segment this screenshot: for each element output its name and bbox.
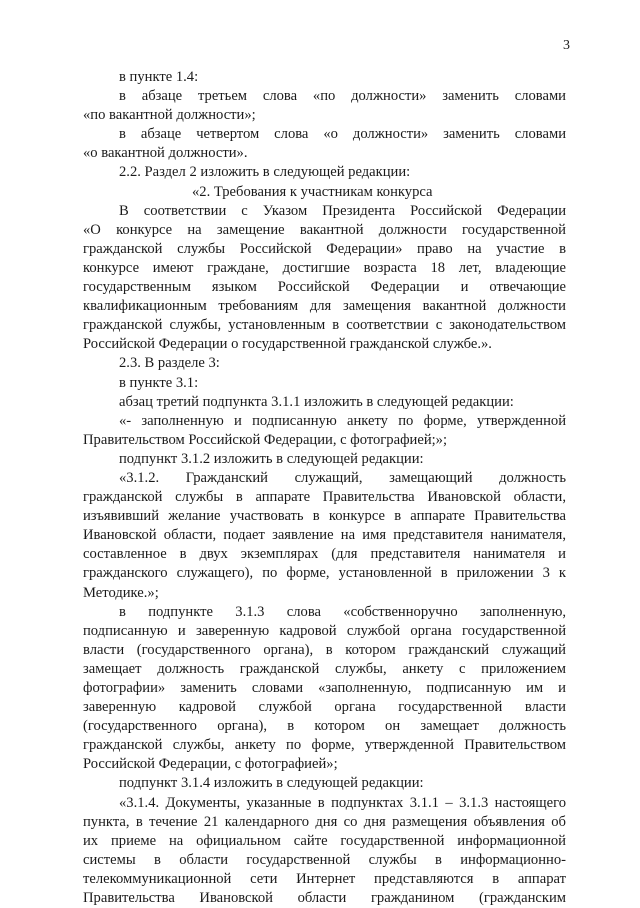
page-number: 3 xyxy=(563,38,570,53)
text-line: В соответствии с Указом Президента Российской Федерации xyxy=(119,202,566,219)
text-line: Правительством Российской Федерации, с фотографией;»; xyxy=(83,431,448,448)
text-line: в абзаце четвертом слова «о должности» заменить словами xyxy=(119,126,566,143)
text-line: квалификационным требованиям для замещения вакантной должности xyxy=(83,298,566,315)
text-line: «- заполненную и подписанную анкету по форме, утвержденной xyxy=(119,412,566,429)
document-body xyxy=(83,68,566,908)
text-line: гражданской службы Российской Федерации» право на участие в xyxy=(83,240,566,257)
text-line: гражданской службы, анкету по форме, утвержденной Правительством xyxy=(83,737,566,754)
text-line: «О конкурсе на замещение вакантной должности государственной xyxy=(83,221,566,238)
text-line: (государственного органа), в котором он замещает должность xyxy=(83,718,566,735)
text-line: пункта, в течение 21 календарного дня со дня размещения объявления об xyxy=(83,813,566,830)
text-line: Правительства Ивановской области гражданином (гражданским xyxy=(83,890,566,907)
text-line: их приеме на официальном сайте государственной информационной xyxy=(83,832,566,849)
text-line: гражданской службы в аппарате Правительства Ивановской области, xyxy=(83,489,566,506)
text-line: конкурсе имеют граждане, достигшие возраста 18 лет, владеющие xyxy=(83,259,566,276)
text-line: Российской Федерации о государственной гражданской службе.». xyxy=(83,336,492,353)
text-line: Российской Федерации, с фотографией»; xyxy=(83,756,338,773)
text-line: власти (государственного органа), в котором гражданский служащий xyxy=(83,641,566,658)
text-line: в подпункте 3.1.3 слова «собственноручно заполненную, xyxy=(119,603,566,620)
text-line: в абзаце третьем слова «по должности» заменить словами xyxy=(119,88,566,105)
text-line: «о вакантной должности». xyxy=(83,145,248,162)
text-line: 2.2. Раздел 2 изложить в следующей редакции: xyxy=(119,164,411,181)
text-line: подписанную и заверенную кадровой службой органа государственной xyxy=(83,622,566,639)
text-line: в пункте 1.4: xyxy=(119,69,199,85)
text-line: Методике.»; xyxy=(83,584,159,601)
text-line: гражданского служащего), по форме, установленной в приложении 3 к xyxy=(83,565,566,582)
text-line: 2.3. В разделе 3: xyxy=(119,355,220,372)
section-heading: «2. Требования к участникам конкурса xyxy=(192,183,433,200)
text-line: подпункт 3.1.2 изложить в следующей редакции: xyxy=(119,450,424,467)
text-line: «3.1.2. Гражданский служащий, замещающий должность xyxy=(119,469,566,486)
text-line: телекоммуникационной сети Интернет представляются в аппарат xyxy=(83,870,566,887)
text-line: Ивановской области, подает заявление на имя представителя нанимателя, xyxy=(83,527,566,544)
text-line: фотографии» заменить словами «заполненную, подписанную им и xyxy=(83,680,566,696)
text-line: изъявивший желание участвовать в конкурсе в аппарате Правительства xyxy=(83,508,566,525)
text-line: заверенную кадровой службой органа государственной власти xyxy=(83,699,566,716)
text-line: «3.1.4. Документы, указанные в подпунктах 3.1.1 – 3.1.3 настоящего xyxy=(119,794,566,811)
text-line: составленное в двух экземплярах (для представителя нанимателя и xyxy=(83,546,566,563)
text-line: в пункте 3.1: xyxy=(119,374,199,391)
text-line: подпункт 3.1.4 изложить в следующей редакции: xyxy=(119,775,424,792)
text-line: государственным языком Российской Федерации и отвечающие xyxy=(83,279,566,296)
text-line: замещает должность гражданской службы, анкету с приложением xyxy=(83,660,566,677)
text-line: абзац третий подпункта 3.1.1 изложить в следующей редакции: xyxy=(119,393,514,410)
text-line: системы в области государственной службы в информационно- xyxy=(83,851,566,868)
text-line: «по вакантной должности»; xyxy=(83,107,256,124)
text-line: гражданской службы, установленным в соответствии с законодательством xyxy=(83,317,566,334)
